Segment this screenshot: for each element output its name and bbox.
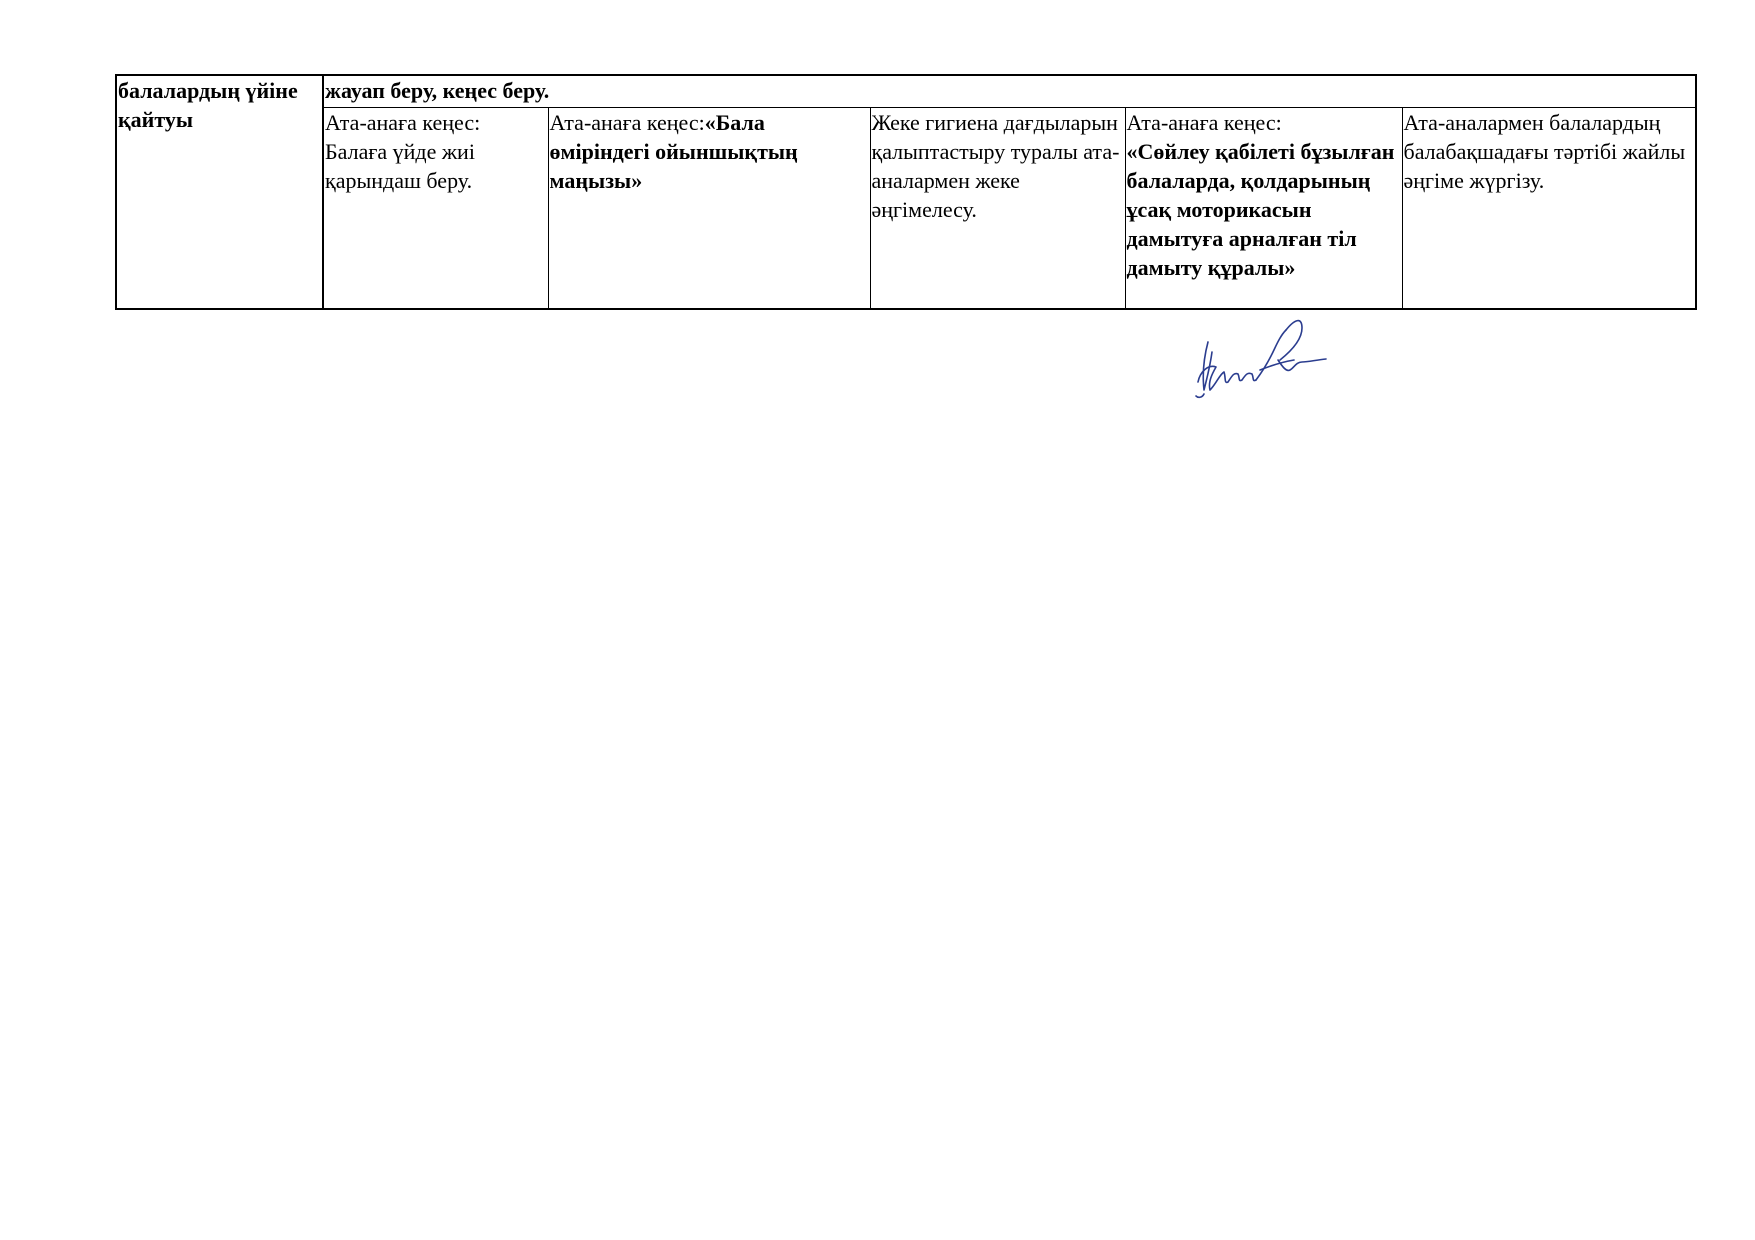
entry-cell-2 (548, 108, 870, 310)
entry-cell-1 (323, 108, 548, 310)
header-text: жауап беру, кеңес беру. (325, 78, 550, 103)
header-span-cell (323, 75, 1696, 108)
entry-2-prefix: Ата-анаға кеңес: (549, 110, 705, 135)
entries-row (116, 108, 1696, 310)
schedule-table (115, 74, 1697, 310)
header-row (116, 75, 1696, 108)
entry-2-bold: «Бала өміріндегі ойыншықтың маңызы» (549, 110, 798, 193)
row-label: балалардың үйіне қайтуы (118, 78, 298, 132)
entry-cell-5 (1402, 108, 1696, 310)
entry-cell-4 (1125, 108, 1402, 310)
row-label-cell (116, 75, 323, 309)
handwritten-signature-icon (1190, 312, 1340, 404)
entry-1-body: Балаға үйде жиі қарындаш беру. (325, 139, 475, 193)
entry-1-prefix: Ата-анаға кеңес: (325, 110, 481, 135)
entry-4-bold: «Сөйлеу қабілеті бұзылған балаларда, қолдарының ұсақ моторикасын дамытуға арналған тіл дамыту құралы» (1126, 139, 1395, 280)
entry-5-body: Ата-аналармен балалардың балабақшадағы тәртібі жайлы әңгіме жүргізу. (1403, 110, 1686, 193)
entry-4-prefix: Ата-анаға кеңес: (1126, 110, 1282, 135)
entry-3-body: Жеке гигиена дағдыларын қалыптастыру туралы ата-аналармен жеке әңгімелесу. (871, 110, 1120, 222)
entry-cell-3 (870, 108, 1125, 310)
